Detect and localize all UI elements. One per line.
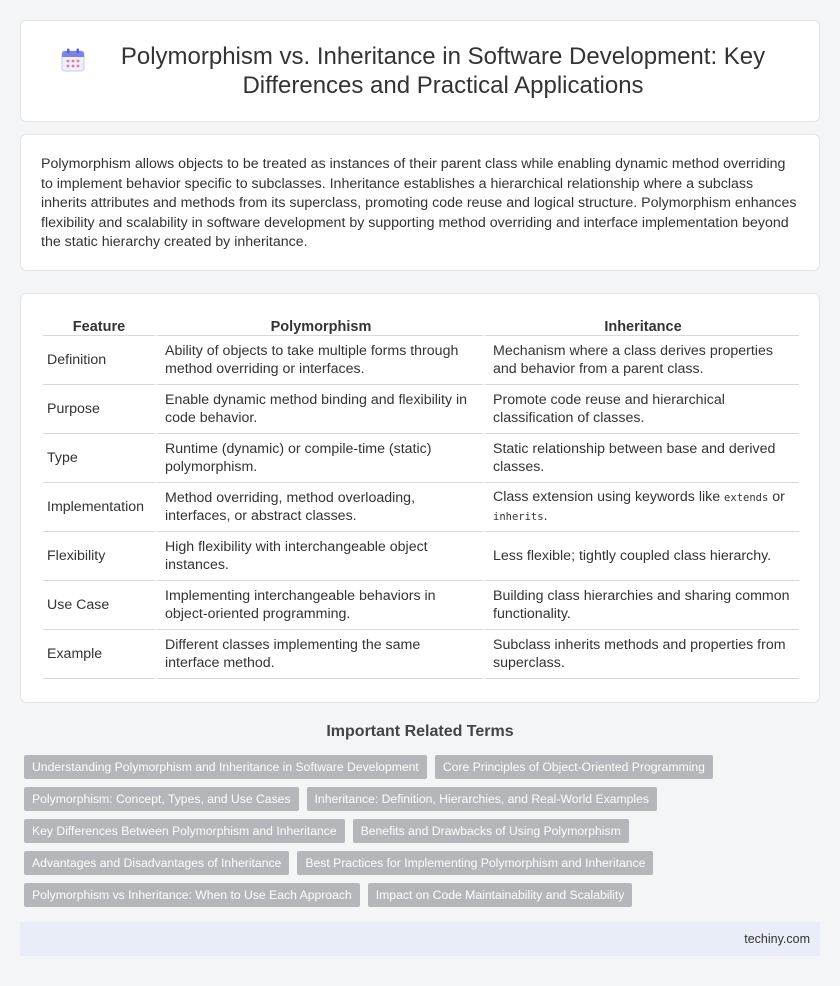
inheritance-cell: Mechanism where a class derives properties and behavior from a parent class.	[483, 336, 799, 385]
table-header-row	[43, 310, 799, 336]
tag-row	[24, 851, 824, 875]
footer-site-link[interactable]: techiny.com	[744, 932, 810, 946]
polymorphism-cell: Different classes implementing the same interface method.	[155, 630, 483, 679]
calendar-icon	[60, 47, 86, 73]
inheritance-cell: Promote code reuse and hierarchical classification of classes.	[483, 385, 799, 434]
polymorphism-cell: High flexibility with interchangeable object instances.	[155, 532, 483, 581]
related-terms-title: Important Related Terms	[326, 723, 514, 740]
related-term-tag[interactable]: Benefits and Drawbacks of Using Polymorphism	[353, 819, 629, 843]
related-term-tag[interactable]: Best Practices for Implementing Polymorphism and Inheritance	[297, 851, 653, 875]
table-row	[43, 483, 799, 532]
footer	[20, 922, 820, 956]
keyword-inherits: inherits	[493, 511, 544, 523]
tag-row	[24, 819, 824, 843]
header-feature: Feature	[43, 310, 155, 336]
intro-paragraph: Polymorphism allows objects to be treated as instances of their parent class while enabling dynamic method overriding to implement behavior specific to subclasses. Inheritance establishes a hierarchical relationship where a subclass inherits attributes and methods from its superclass, promoting code reuse and logical structure. Polymorphism enhances flexibility and scalability in software development by supporting method overriding and interface implementation beyond the static hierarchy created by inheritance.	[41, 156, 797, 251]
feature-cell: Example	[43, 630, 155, 679]
related-term-tag[interactable]: Polymorphism: Concept, Types, and Use Cases	[24, 787, 299, 811]
inheritance-text-mid: or	[768, 489, 785, 505]
tag-row	[24, 755, 824, 779]
header-inheritance: Inheritance	[483, 310, 799, 336]
table-row	[43, 630, 799, 679]
keyword-extends: extends	[724, 492, 769, 504]
polymorphism-cell: Runtime (dynamic) or compile-time (static) polymorphism.	[155, 434, 483, 483]
table-row	[43, 336, 799, 385]
inheritance-text-pre: Class extension using keywords like	[493, 489, 725, 505]
feature-cell: Flexibility	[43, 532, 155, 581]
feature-cell: Definition	[43, 336, 155, 385]
related-term-tag[interactable]: Core Principles of Object-Oriented Programming	[435, 755, 713, 779]
table-row	[43, 581, 799, 630]
inheritance-cell: Building class hierarchies and sharing common functionality.	[483, 581, 799, 630]
inheritance-cell: Less flexible; tightly coupled class hierarchy.	[483, 532, 799, 581]
header-polymorphism: Polymorphism	[155, 310, 483, 336]
polymorphism-cell: Ability of objects to take multiple forms through method overriding or interfaces.	[155, 336, 483, 385]
feature-cell: Type	[43, 434, 155, 483]
related-term-tag[interactable]: Understanding Polymorphism and Inheritance in Software Development	[24, 755, 427, 779]
related-terms-list	[24, 755, 824, 915]
feature-cell: Implementation	[43, 483, 155, 532]
inheritance-cell: Static relationship between base and derived classes.	[483, 434, 799, 483]
tag-row	[24, 883, 824, 907]
related-term-tag[interactable]: Impact on Code Maintainability and Scalability	[368, 883, 633, 907]
related-term-tag[interactable]: Key Differences Between Polymorphism and Inheritance	[24, 819, 345, 843]
inheritance-cell	[483, 483, 799, 532]
comparison-table	[43, 310, 799, 679]
related-term-tag[interactable]: Polymorphism vs Inheritance: When to Use Each Approach	[24, 883, 360, 907]
feature-cell: Use Case	[43, 581, 155, 630]
intro-card	[20, 134, 820, 271]
related-term-tag[interactable]: Inheritance: Definition, Hierarchies, and Real-World Examples	[307, 787, 657, 811]
table-row	[43, 385, 799, 434]
polymorphism-cell: Enable dynamic method binding and flexibility in code behavior.	[155, 385, 483, 434]
polymorphism-cell: Implementing interchangeable behaviors in object-oriented programming.	[155, 581, 483, 630]
inheritance-cell: Subclass inherits methods and properties from superclass.	[483, 630, 799, 679]
related-term-tag[interactable]: Advantages and Disadvantages of Inheritance	[24, 851, 289, 875]
table-row	[43, 532, 799, 581]
feature-cell: Purpose	[43, 385, 155, 434]
table-row	[43, 434, 799, 483]
header-card	[20, 20, 820, 122]
polymorphism-cell: Method overriding, method overloading, interfaces, or abstract classes.	[155, 483, 483, 532]
tag-row	[24, 787, 824, 811]
comparison-table-card	[20, 293, 820, 703]
header-inner	[60, 42, 780, 100]
inheritance-text-post: .	[543, 508, 548, 524]
page-title: Polymorphism vs. Inheritance in Software Development: Key Differences and Practical Applications	[120, 43, 766, 99]
